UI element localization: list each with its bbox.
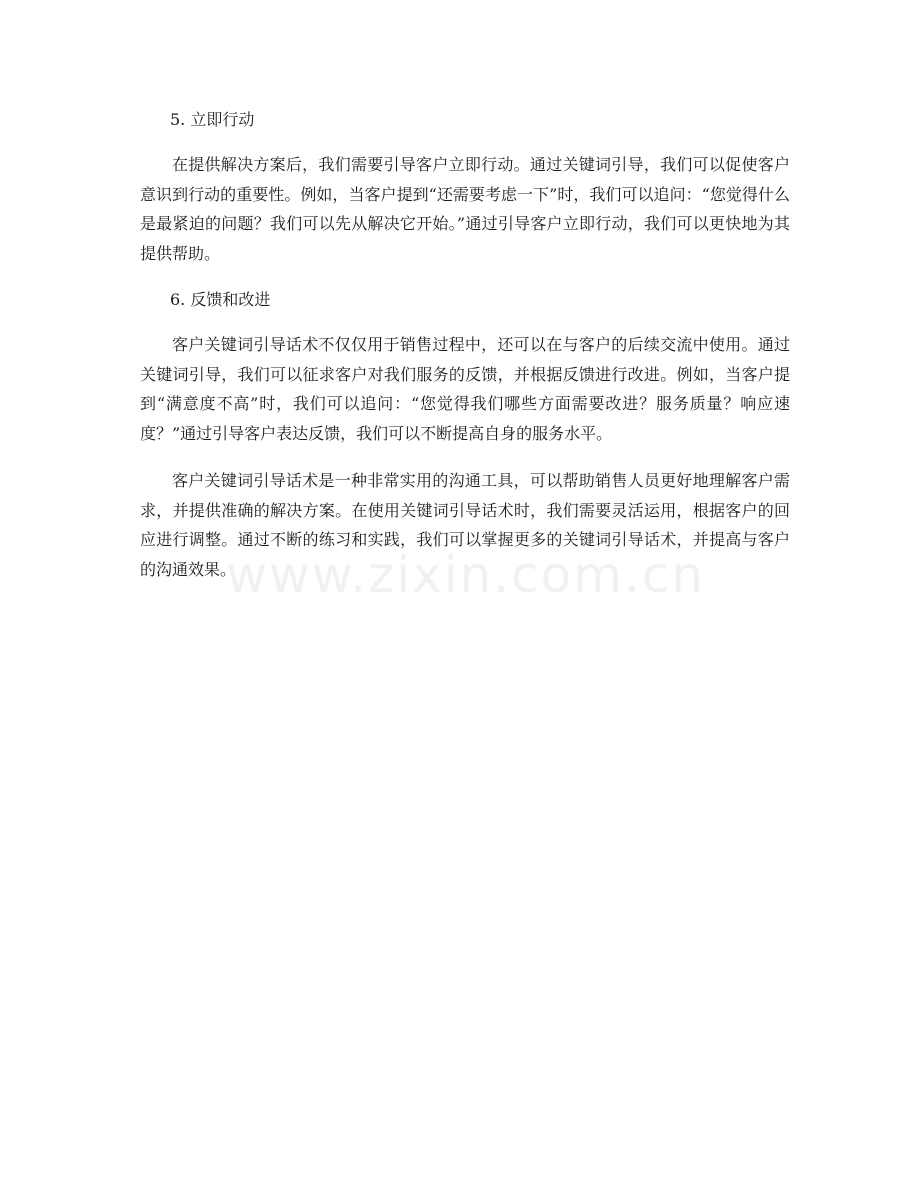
conclusion-paragraph: 客户关键词引导话术是一种非常实用的沟通工具，可以帮助销售人员更好地理解客户需求，并提供准确的解决方案。在使用关键词引导话术时，我们需要灵活运用，根据客户的回应进行调整。通过不断的练习和实践，我们可以掌握更多的关键词引导话术，并提高与客户的沟通效果。 [140,471,790,579]
section-heading-feedback: 6. 反馈和改进 [170,290,271,309]
watermark: www.zixin.com.cn [226,546,706,604]
section-paragraph-immediate-action: 在提供解决方案后，我们需要引导客户立即行动。通过关键词引导，我们可以促使客户意识到行动的重要性。例如，当客户提到“还需要考虑一下”时，我们可以追问：“您觉得什么是最紧迫的问题？我们可以先从解决它开始。”通过引导客户立即行动，我们可以更快地为其提供帮助。 [140,155,790,263]
section-heading-immediate-action: 5. 立即行动 [170,110,255,129]
document-body [140,106,790,602]
section-paragraph-feedback: 客户关键词引导话术不仅仅用于销售过程中，还可以在与客户的后续交流中使用。通过关键词引导，我们可以征求客户对我们服务的反馈，并根据反馈进行改进。例如，当客户提到“满意度不高”时，我们可以追问：“您觉得我们哪些方面需要改进？服务质量？响应速度？”通过引导客户表达反馈，我们可以不断提高自身的服务水平。 [140,335,790,443]
